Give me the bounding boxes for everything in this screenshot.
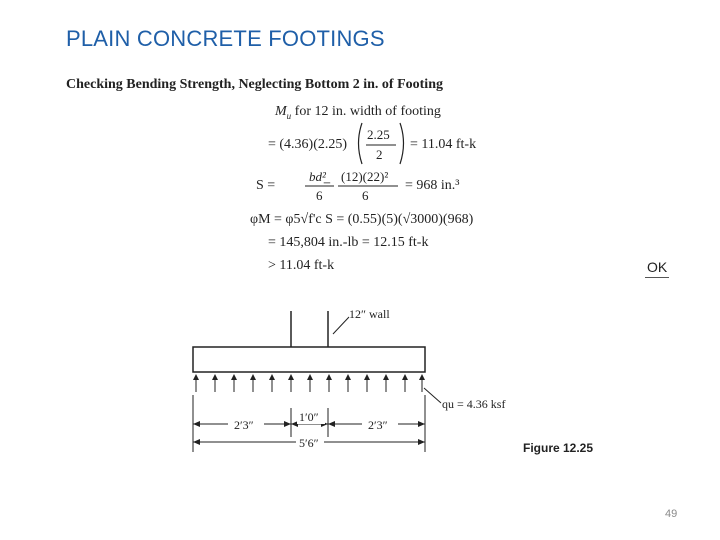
pressure-arrow (383, 374, 389, 392)
dim-arrow (418, 439, 425, 445)
page-number: 49 (665, 508, 678, 520)
right-dimension: 2′3″ (368, 418, 388, 432)
capacity-line: φM = φ5√f'c S = (0.55)(5)(√3000)(968) (250, 212, 474, 227)
dim-arrow (284, 421, 291, 427)
section-modulus-denominator: 6 (316, 188, 323, 203)
pressure-arrow (326, 374, 332, 392)
section-modulus-lhs: S = (256, 178, 276, 193)
compare-line: > 11.04 ft-k (268, 258, 335, 273)
pressure-leader-line (424, 388, 441, 403)
left-dimension: 2′3″ (234, 418, 254, 432)
capacity-result: = 145,804 in.-lb = 12.15 ft-k (268, 235, 429, 250)
ok-label: OK (647, 259, 668, 275)
wall-leader-line (333, 317, 349, 334)
moment-equation: = (4.36)(2.25) (268, 137, 348, 152)
dim-arrow (291, 421, 298, 427)
pressure-arrow (212, 374, 218, 392)
soil-pressure-arrows (193, 374, 425, 392)
dim-arrow (193, 421, 200, 427)
pressure-arrow (250, 374, 256, 392)
moment-fraction-numerator: 2.25 (367, 127, 390, 142)
center-dimension: 1′0″ (299, 410, 319, 424)
moment-result: = 11.04 ft-k (410, 137, 477, 152)
pressure-arrow (345, 374, 351, 392)
section-modulus-equals: = (323, 178, 331, 193)
dim-arrow (418, 421, 425, 427)
moment-label-line: $M_u$ for 12 in. width of footing (275, 104, 441, 121)
moment-label: for 12 in. width of footing (294, 104, 441, 119)
pressure-arrow (307, 374, 313, 392)
pressure-arrow (419, 374, 425, 392)
pressure-arrow (402, 374, 408, 392)
total-dimension: 5′6″ (299, 436, 319, 450)
pressure-arrow (231, 374, 237, 392)
dim-arrow (193, 439, 200, 445)
wall-label: 12″ wall (349, 307, 390, 321)
dim-arrow (328, 421, 335, 427)
section-modulus-numerator-2: (12)(22)² (341, 169, 389, 184)
pressure-arrow (193, 374, 199, 392)
pressure-arrow (288, 374, 294, 392)
pressure-arrow (269, 374, 275, 392)
pressure-arrow (364, 374, 370, 392)
section-modulus-numerator: bd² (309, 169, 326, 184)
pressure-label: qu = 4.36 ksf (442, 397, 506, 411)
slide-title: PLAIN CONCRETE FOOTINGS (66, 26, 385, 51)
section-modulus-denominator-2: 6 (362, 188, 369, 203)
moment-fraction-denominator: 2 (376, 147, 383, 162)
calculation-heading: Checking Bending Strength, Neglecting Bottom 2 in. of Footing (66, 77, 443, 92)
footing-slab (193, 347, 425, 372)
section-modulus-result: = 968 in.³ (405, 178, 460, 193)
figure-caption: Figure 12.25 (523, 441, 594, 455)
